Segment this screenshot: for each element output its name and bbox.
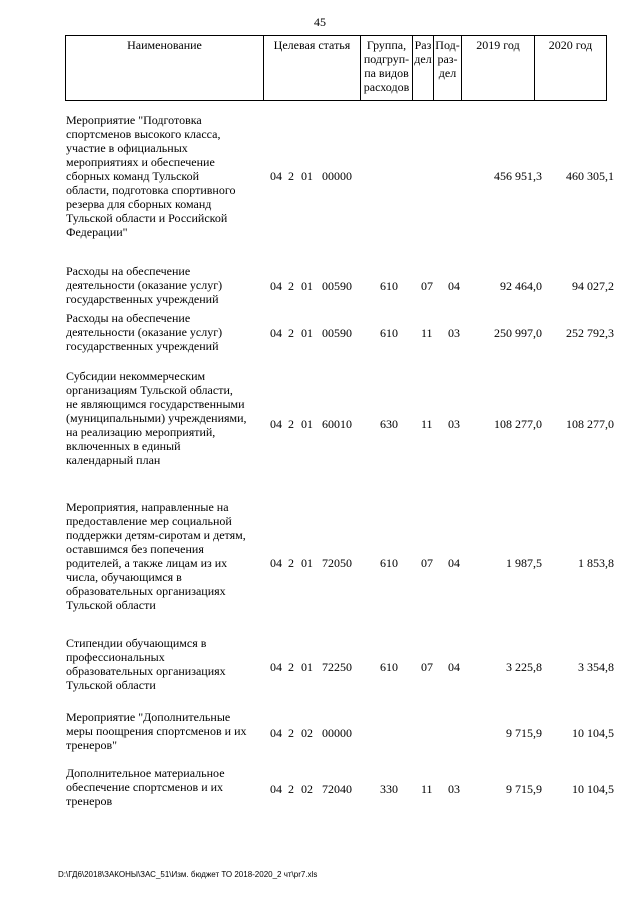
- row-code-b: 2: [288, 279, 294, 293]
- header-subsection: Под-раз-дел: [434, 36, 462, 101]
- row-section: 11: [421, 326, 433, 340]
- row-code-c: 01: [301, 660, 313, 674]
- row-year1: 9 715,9: [506, 726, 542, 740]
- header-section: Раз дел: [413, 36, 434, 101]
- row-section: 07: [421, 279, 433, 293]
- row-code-a: 04: [270, 726, 282, 740]
- row-year2: 10 104,5: [572, 726, 614, 740]
- row-subsection: 04: [448, 279, 460, 293]
- row-name: Мероприятие "Дополнительные меры поощрения спортсменов и их тренеров": [66, 710, 247, 752]
- row-year1: 456 951,3: [494, 169, 542, 183]
- row-code-a: 04: [270, 660, 282, 674]
- row-code-d: 00000: [322, 726, 352, 740]
- row-code-c: 01: [301, 417, 313, 431]
- row-code-b: 2: [288, 726, 294, 740]
- row-year1: 108 277,0: [494, 417, 542, 431]
- row-code-c: 01: [301, 326, 313, 340]
- row-code-b: 2: [288, 326, 294, 340]
- row-year1: 92 464,0: [500, 279, 542, 293]
- header-target: Целевая статья: [264, 36, 361, 101]
- row-subsection: 03: [448, 326, 460, 340]
- row-section: 07: [421, 660, 433, 674]
- row-year2: 252 792,3: [566, 326, 614, 340]
- row-section: 11: [421, 782, 433, 796]
- row-code-d: 60010: [322, 417, 352, 431]
- row-year1: 3 225,8: [506, 660, 542, 674]
- row-group: 610: [380, 660, 398, 674]
- row-code-b: 2: [288, 782, 294, 796]
- row-group: 630: [380, 417, 398, 431]
- row-group: 610: [380, 326, 398, 340]
- row-year2: 3 354,8: [578, 660, 614, 674]
- row-code-b: 2: [288, 169, 294, 183]
- row-code-d: 00000: [322, 169, 352, 183]
- file-path-footer: D:\ГД6\2018\ЗАКОНЫ\ЗАС_51\Изм. бюджет ТО 2018-2020_2 чт\pr7.xls: [58, 870, 318, 879]
- row-code-a: 04: [270, 169, 282, 183]
- row-name: Дополнительное материальное обеспечение спортсменов и их тренеров: [66, 766, 225, 808]
- row-code-b: 2: [288, 417, 294, 431]
- row-year1: 9 715,9: [506, 782, 542, 796]
- row-section: 11: [421, 417, 433, 431]
- row-code-d: 00590: [322, 279, 352, 293]
- row-code-b: 2: [288, 660, 294, 674]
- row-name: Расходы на обеспечение деятельности (оказание услуг) государственных учреждений: [66, 311, 223, 353]
- header-year1: 2019 год: [462, 36, 535, 101]
- row-subsection: 03: [448, 417, 460, 431]
- page-number: 45: [314, 15, 326, 29]
- row-name: Стипендии обучающимся в профессиональных образовательных организациях Тульской области: [66, 636, 226, 692]
- row-group: 610: [380, 279, 398, 293]
- row-code-a: 04: [270, 556, 282, 570]
- table-header: [65, 35, 607, 101]
- row-subsection: 04: [448, 556, 460, 570]
- row-code-c: 02: [301, 782, 313, 796]
- row-year2: 108 277,0: [566, 417, 614, 431]
- row-code-d: 72250: [322, 660, 352, 674]
- row-year2: 94 027,2: [572, 279, 614, 293]
- row-code-a: 04: [270, 326, 282, 340]
- row-group: 610: [380, 556, 398, 570]
- row-section: 07: [421, 556, 433, 570]
- row-name: Субсидии некоммерческим организациям Тульской области, не являющимся государственными (муниципальными) учреждениями, на реализацию мероприятий, включенных в единый календарный план: [66, 369, 247, 467]
- row-name: Мероприятия, направленные на предоставление мер социальной поддержки детям-сиротам и детям, оставшимся без попечения родителей, а также лицам из их числа, обучающимся в образовательных организациях Тульской области: [66, 500, 246, 612]
- row-code-a: 04: [270, 279, 282, 293]
- row-name: Расходы на обеспечение деятельности (оказание услуг) государственных учреждений: [66, 264, 223, 306]
- row-year2: 460 305,1: [566, 169, 614, 183]
- row-code-c: 02: [301, 726, 313, 740]
- row-code-d: 72050: [322, 556, 352, 570]
- header-year2: 2020 год: [535, 36, 607, 101]
- row-group: 330: [380, 782, 398, 796]
- row-code-c: 01: [301, 556, 313, 570]
- row-code-a: 04: [270, 417, 282, 431]
- row-code-c: 01: [301, 169, 313, 183]
- row-name: Мероприятие "Подготовка спортсменов высокого класса, участие в официальных мероприятиях и обеспечение сборных команд Тульской области, подготовка спортивного резерва для сборных команд Тульской области и Российской Федерации": [66, 113, 236, 239]
- row-subsection: 04: [448, 660, 460, 674]
- row-year1: 250 997,0: [494, 326, 542, 340]
- row-code-b: 2: [288, 556, 294, 570]
- row-year2: 1 853,8: [578, 556, 614, 570]
- header-name: Наименование: [66, 36, 264, 101]
- row-code-a: 04: [270, 782, 282, 796]
- row-code-d: 72040: [322, 782, 352, 796]
- row-year1: 1 987,5: [506, 556, 542, 570]
- row-code-c: 01: [301, 279, 313, 293]
- row-code-d: 00590: [322, 326, 352, 340]
- row-year2: 10 104,5: [572, 782, 614, 796]
- header-group: Группа, подгруп-па видов расходов: [361, 36, 413, 101]
- row-subsection: 03: [448, 782, 460, 796]
